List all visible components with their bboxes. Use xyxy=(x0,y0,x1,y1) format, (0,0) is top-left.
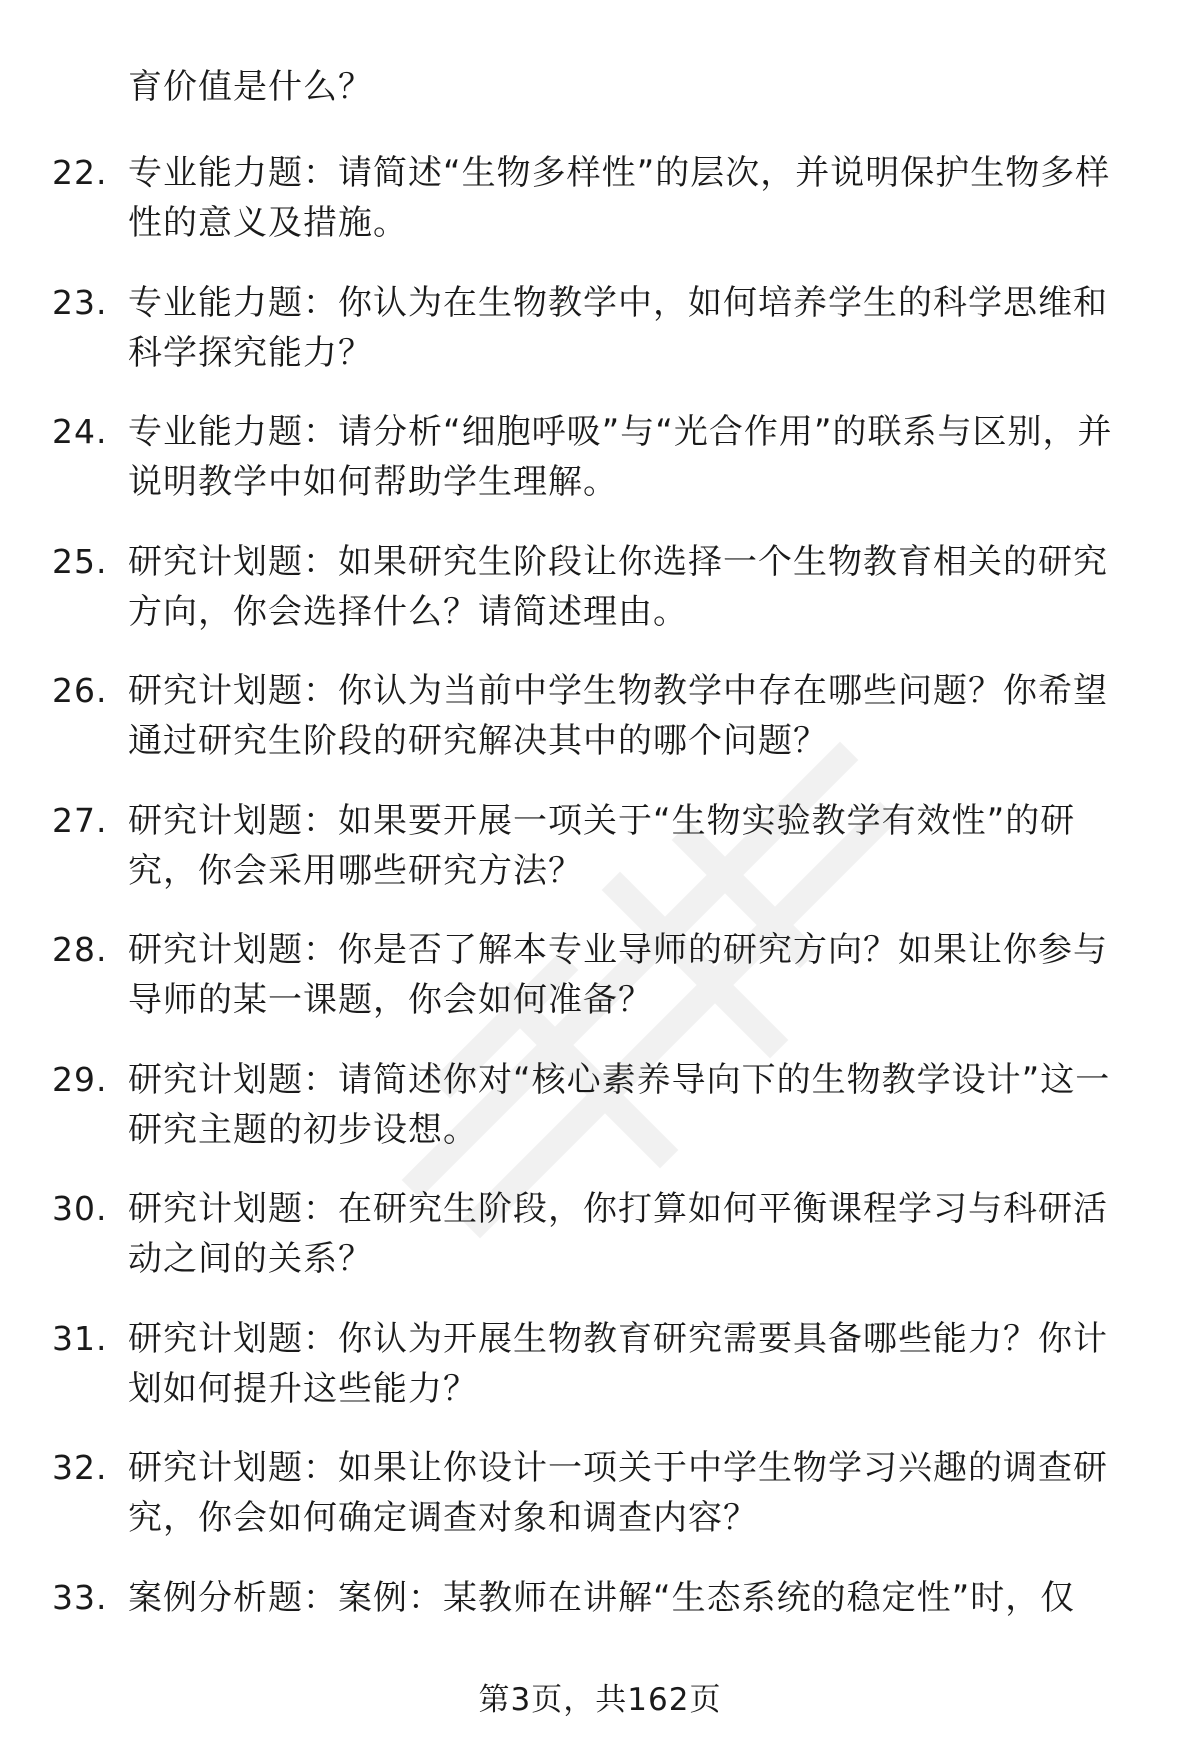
question-number: 26. xyxy=(52,671,108,710)
question-text: 研究计划题：如果让你设计一项关于中学生物学习兴趣的调查研究，你会如何确定调查对象和调查内容？ xyxy=(128,1448,1108,1538)
question-number: 27. xyxy=(52,800,108,840)
question-item xyxy=(0,148,1200,278)
question-item xyxy=(0,666,1200,796)
question-number: 29. xyxy=(52,1059,108,1099)
question-number: 22. xyxy=(52,153,108,192)
question-item xyxy=(0,1055,1200,1185)
question-number: 32. xyxy=(52,1448,108,1487)
question-number: 33. xyxy=(52,1577,108,1617)
question-text: 研究计划题：如果研究生阶段让你选择一个生物教育相关的研究方向，你会选择什么？请简述理由。 xyxy=(128,541,1108,632)
question-text: 研究计划题：如果要开展一项关于“生物实验教学有效性”的研究，你会采用哪些研究方法？ xyxy=(128,800,1076,891)
question-text: 研究计划题：你认为开展生物教育研究需要具备哪些能力？你计划如何提升这些能力？ xyxy=(128,1318,1108,1409)
question-text: 研究计划题：你是否了解本专业导师的研究方向？如果让你参与导师的某一课题，你会如何准备？ xyxy=(128,930,1108,1020)
question-text: 研究计划题：请简述你对“核心素养导向下的生物教学设计”这一研究主题的初步设想。 xyxy=(128,1059,1111,1150)
continued-question-text: 育价值是什么？ xyxy=(128,67,373,107)
question-text: 专业能力题：请分析“细胞呼吸”与“光合作用”的联系与区别，并说明教学中如何帮助学生理解。 xyxy=(128,412,1113,502)
question-text: 研究计划题：在研究生阶段，你打算如何平衡课程学习与科研活动之间的关系？ xyxy=(128,1189,1108,1279)
question-number: 23. xyxy=(52,282,108,322)
question-item xyxy=(0,278,1200,408)
question-item xyxy=(0,1314,1200,1444)
question-list xyxy=(0,148,1200,1702)
question-text: 案例分析题：案例：某教师在讲解“生态系统的稳定性”时，仅 xyxy=(128,1577,1076,1618)
question-item xyxy=(0,537,1200,667)
question-item xyxy=(0,407,1200,537)
question-number: 25. xyxy=(52,541,108,581)
question-number: 28. xyxy=(52,930,108,969)
question-text: 专业能力题：你认为在生物教学中，如何培养学生的科学思维和科学探究能力？ xyxy=(128,282,1108,373)
page-footer: 第3页，共162页 xyxy=(478,1682,722,1718)
question-text: 专业能力题：请简述“生物多样性”的层次，并说明保护生物多样性的意义及措施。 xyxy=(128,153,1111,243)
question-number: 30. xyxy=(52,1189,108,1228)
question-item xyxy=(0,1443,1200,1573)
question-text: 研究计划题：你认为当前中学生物教学中存在哪些问题？你希望通过研究生阶段的研究解决其中的哪个问题？ xyxy=(128,671,1108,761)
question-number: 31. xyxy=(52,1318,108,1358)
question-item xyxy=(0,796,1200,926)
question-item xyxy=(0,925,1200,1055)
question-item xyxy=(0,1184,1200,1314)
question-number: 24. xyxy=(52,412,108,451)
